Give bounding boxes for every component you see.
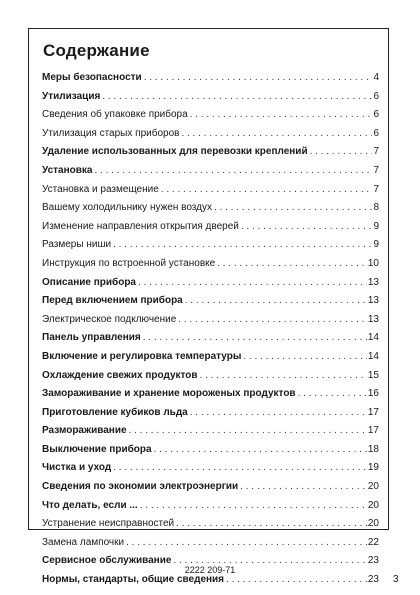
dot-leader	[243, 351, 367, 362]
dot-leader	[113, 239, 372, 250]
toc-entry	[42, 146, 379, 165]
toc-entry-label: Инструкция по встроенной установке	[42, 257, 216, 269]
toc-entry-label: Изменение направления открытия дверей	[42, 220, 239, 232]
dot-leader	[102, 91, 372, 102]
toc-entry-page: 13	[367, 295, 379, 307]
toc-entry	[42, 184, 379, 203]
toc-entry-label: Вашему холодильнику нужен воздух	[42, 202, 212, 214]
toc-entry-label: Панель управления	[42, 332, 141, 344]
toc-entry-label: Перед включением прибора	[42, 295, 183, 307]
toc-entry-label: Установка	[42, 164, 93, 176]
dot-leader	[185, 295, 367, 306]
dot-leader	[140, 500, 367, 511]
toc-entry	[42, 128, 379, 147]
toc-entry-page: 8	[373, 202, 379, 214]
dot-leader	[298, 388, 367, 399]
toc-entry-page: 9	[373, 239, 379, 251]
toc-entry-label: Замораживание и хранение мороженых продуктов	[42, 388, 296, 400]
toc-entry-label: Замена лампочки	[42, 536, 125, 548]
toc-entry-page: 13	[367, 313, 379, 325]
toc-entry-page: 6	[373, 109, 379, 121]
toc-entry-page: 15	[367, 369, 379, 381]
toc-entry-label: Выключение прибора	[42, 443, 152, 455]
toc-entry	[42, 462, 379, 481]
toc-entry-page: 7	[373, 146, 379, 158]
toc-entry-label: Сведения об упаковке прибора	[42, 109, 188, 121]
toc-entry-label: Меры безопасности	[42, 72, 142, 83]
dot-leader	[176, 518, 367, 529]
toc-entry-label: Электрическое подключение	[42, 313, 177, 325]
toc-entry-page: 20	[367, 518, 379, 530]
toc-entry	[42, 109, 379, 128]
contents-title: Содержание	[43, 41, 150, 60]
toc-entry	[42, 332, 379, 351]
dot-leader	[138, 277, 367, 288]
dot-leader	[226, 574, 367, 585]
toc-entry	[42, 537, 379, 556]
toc-entry	[42, 165, 379, 184]
toc-entry	[42, 407, 379, 426]
toc-entry	[42, 202, 379, 221]
toc-entry-page: 17	[367, 406, 379, 418]
dot-leader	[129, 425, 367, 436]
toc-entry-label: Утилизация старых приборов	[42, 127, 180, 139]
toc-entry-page: 10	[367, 257, 379, 269]
toc-entry-page: 20	[367, 499, 379, 511]
toc-entry	[42, 574, 379, 593]
toc-entry-page: 6	[373, 90, 379, 102]
toc-entry	[42, 388, 379, 407]
toc-list	[42, 72, 379, 593]
toc-entry	[42, 221, 379, 240]
toc-entry-page: 14	[367, 350, 379, 362]
toc-entry-page: 18	[367, 443, 379, 455]
dot-leader	[241, 221, 373, 232]
toc-entry-page: 20	[367, 481, 379, 493]
dot-leader	[126, 537, 367, 548]
toc-entry-page: 19	[367, 462, 379, 474]
document-number: 2222 209-71	[184, 565, 236, 575]
page-number: 3	[393, 574, 399, 585]
toc-entry	[42, 444, 379, 463]
toc-entry	[42, 351, 379, 370]
dot-leader	[240, 481, 367, 492]
toc-entry	[42, 91, 379, 110]
toc-entry	[42, 295, 379, 314]
toc-entry	[42, 370, 379, 389]
dot-leader	[143, 332, 367, 343]
toc-entry	[42, 314, 379, 333]
toc-entry	[42, 277, 379, 296]
dot-leader	[113, 462, 367, 473]
toc-entry-page: 23	[367, 574, 379, 586]
toc-entry	[42, 258, 379, 277]
toc-entry-page: 14	[367, 332, 379, 344]
toc-entry-label: Сведения по экономии электроэнергии	[42, 481, 239, 493]
dot-leader	[161, 184, 373, 195]
toc-entry-page: 9	[373, 220, 379, 232]
dot-leader	[214, 202, 372, 213]
toc-entry-label: Чистка и уход	[42, 462, 112, 474]
toc-entry-label: Сервисное обслуживание	[42, 555, 172, 567]
dot-leader	[144, 72, 373, 83]
toc-entry-page: 4	[373, 72, 379, 83]
dot-leader	[310, 146, 373, 157]
toc-entry-page: 7	[373, 183, 379, 195]
dot-leader	[178, 314, 367, 325]
toc-entry	[42, 481, 379, 500]
toc-entry-label: Нормы, стандарты, общие сведения	[42, 574, 225, 586]
toc-entry	[42, 500, 379, 519]
toc-entry-label: Размеры ниши	[42, 239, 112, 251]
toc-entry-label: Устранение неисправностей	[42, 518, 175, 530]
dot-leader	[217, 258, 367, 269]
toc-entry-page: 7	[373, 164, 379, 176]
toc-entry-label: Приготовление кубиков льда	[42, 406, 188, 418]
toc-entry-label: Утилизация	[42, 90, 101, 102]
toc-entry-page: 23	[367, 555, 379, 567]
toc-entry-page: 13	[367, 276, 379, 288]
dot-leader	[154, 444, 367, 455]
toc-entry-label: Размораживание	[42, 425, 127, 437]
dot-leader	[190, 407, 367, 418]
toc-entry-page: 17	[367, 425, 379, 437]
dot-leader	[200, 370, 367, 381]
dot-leader	[181, 128, 372, 139]
toc-entry	[42, 425, 379, 444]
dot-leader	[94, 165, 372, 176]
toc-entry-page: 22	[367, 536, 379, 548]
toc-entry-label: Удаление использованных для перевозки креплений	[42, 146, 308, 158]
toc-entry-label: Что делать, если ...	[42, 499, 138, 511]
toc-entry-page: 16	[367, 388, 379, 400]
toc-entry-label: Охлаждение свежих продуктов	[42, 369, 198, 381]
toc-entry-label: Установка и размещение	[42, 183, 159, 195]
toc-entry	[42, 518, 379, 537]
dot-leader	[190, 109, 373, 120]
toc-entry-label: Включение и регулировка температуры	[42, 350, 242, 362]
toc-entry	[42, 239, 379, 258]
toc-entry	[42, 72, 379, 91]
toc-entry-page: 6	[373, 127, 379, 139]
toc-entry-label: Описание прибора	[42, 276, 136, 288]
